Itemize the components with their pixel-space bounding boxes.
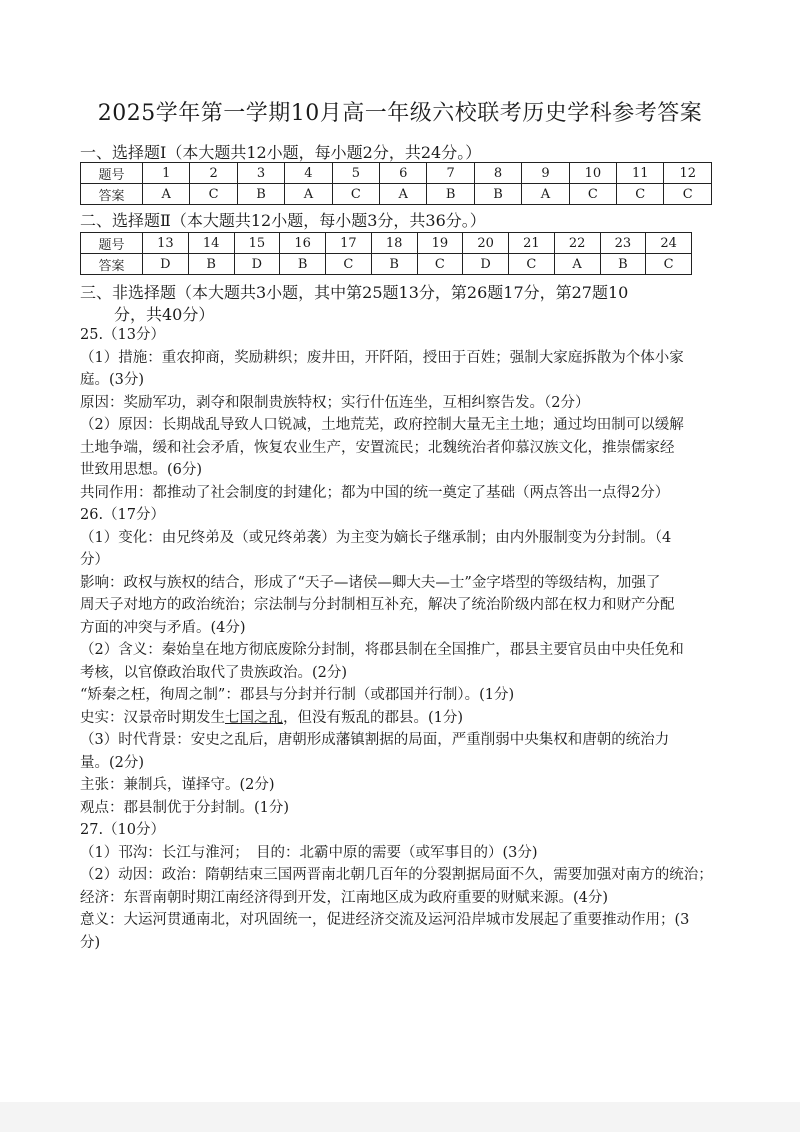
- answer-cell: C: [646, 254, 692, 275]
- answer-cell: C: [664, 184, 712, 205]
- table-row: [81, 233, 692, 254]
- question-number-cell: 16: [280, 233, 326, 254]
- document-title: 2025学年第一学期10月高一年级六校联考历史学科参考答案: [97, 101, 703, 126]
- question-number-cell: 5: [332, 163, 379, 184]
- question-number-cell: 4: [285, 163, 332, 184]
- answer-cell: D: [463, 254, 509, 275]
- row-label-answer: 答案: [81, 254, 143, 275]
- question-number-cell: 3: [237, 163, 284, 184]
- question-number-cell: 14: [188, 233, 234, 254]
- page-bottom-band: [0, 1102, 800, 1132]
- row-label-answer: 答案: [81, 184, 143, 205]
- section1-heading: 一、选择题Ⅰ（本大题共12小题，每小题2分，共24分。）: [80, 143, 482, 162]
- question-number-cell: 13: [143, 233, 189, 254]
- answer-cell: A: [143, 184, 190, 205]
- answer-cell: A: [554, 254, 600, 275]
- question-number-cell: 20: [463, 233, 509, 254]
- question-number-cell: 6: [380, 163, 427, 184]
- answer-line: 影响：政权与族权的结合，形成了“天子—诸侯—卿大夫—士”金字塔型的等级结构，加强了: [80, 574, 661, 591]
- answer-cell: B: [474, 184, 521, 205]
- answer-cell: B: [237, 184, 284, 205]
- answer-line: （1）变化：由兄终弟及（或兄终弟袭）为主变为嫡长子继承制；由内外服制变为分封制。（4: [80, 529, 672, 546]
- answer-cell: B: [371, 254, 417, 275]
- answer-cell: D: [234, 254, 280, 275]
- section3-heading-line2: 分，共40分）: [114, 305, 215, 324]
- answer-line: （2）含义：秦始皇在地方彻底废除分封制，将郡县制在全国推广，郡县主要官员由中央任免和: [80, 642, 684, 658]
- table-row: [81, 184, 712, 205]
- answer-line: 周天子对地方的政治统治；宗法制与分封制相互补充，解决了统治阶级内部在权力和财产分配: [80, 597, 675, 613]
- answer-line: 原因：奖励军功，剥夺和限制贵族特权；实行什伍连坐，互相纠察告发。（2分）: [80, 394, 590, 411]
- section2-answer-table: [80, 232, 692, 275]
- answer-line: 经济：东晋南朝时期江南经济得到开发，江南地区成为政府重要的财赋来源。(4分): [80, 889, 609, 906]
- answer-cell: C: [417, 254, 463, 275]
- answer-cell: B: [280, 254, 326, 275]
- question-number-cell: 9: [522, 163, 569, 184]
- answer-cell: A: [380, 184, 427, 205]
- answer-line: “矫秦之枉，徇周之制”：郡县与分封并行制（或郡国并行制）。(1分): [80, 687, 515, 703]
- answer-line: （1）邗沟：长江与淮河； 目的：北霸中原的需要（或军事目的）(3分): [80, 844, 538, 861]
- answer-cell: B: [427, 184, 474, 205]
- answer-line: 25.（13分）: [80, 327, 166, 343]
- answer-line: 考核，以官僚政治取代了贵族政治。(2分): [80, 664, 348, 681]
- question-number-cell: 15: [234, 233, 280, 254]
- section1-answer-table: [80, 162, 712, 205]
- answer-body: [80, 324, 720, 954]
- answer-cell: A: [285, 184, 332, 205]
- question-number-cell: 17: [326, 233, 372, 254]
- answer-line: （3）时代背景：安史之乱后，唐朝形成藩镇割据的局面，严重削弱中央集权和唐朝的统治力: [80, 732, 670, 748]
- question-number-cell: 7: [427, 163, 474, 184]
- underlined-text: 七国之乱: [225, 709, 283, 726]
- answer-cell: B: [600, 254, 646, 275]
- answer-line: 26.（17分）: [80, 507, 166, 523]
- answer-line: 分): [80, 934, 101, 951]
- answer-line: 庭。(3分): [80, 372, 145, 388]
- line-text: 史实：汉景帝时期发生: [80, 709, 225, 726]
- answer-cell: C: [617, 184, 664, 205]
- answer-cell: C: [509, 254, 555, 275]
- answer-cell: B: [188, 254, 234, 275]
- question-number-cell: 24: [646, 233, 692, 254]
- answer-line: 量。(2分): [80, 754, 145, 771]
- answer-line: 世致用思想。(6分): [80, 462, 203, 478]
- question-number-cell: 11: [617, 163, 664, 184]
- question-number-cell: 1: [143, 163, 190, 184]
- question-number-cell: 2: [190, 163, 237, 184]
- table-row: [81, 163, 712, 184]
- answer-line: 主张：兼制兵，谨择守。(2分): [80, 777, 275, 793]
- question-number-cell: 10: [569, 163, 616, 184]
- answer-cell: C: [190, 184, 237, 205]
- answer-cell: D: [143, 254, 189, 275]
- line-text: ，但没有叛乱的郡县。(1分): [283, 709, 464, 726]
- answer-line: 观点：郡县制优于分封制。(1分): [80, 799, 290, 816]
- answer-line: 意义：大运河贯通南北，对巩固统一，促进经济交流及运河沿岸城市发展起了重要推动作用；(3: [80, 912, 690, 928]
- answer-cell: C: [569, 184, 616, 205]
- answer-line: 共同作用：都推动了社会制度的封建化；都为中国的统一奠定了基础（两点答出一点得2分）: [80, 484, 670, 501]
- answer-cell: C: [332, 184, 379, 205]
- question-number-cell: 22: [554, 233, 600, 254]
- answer-cell: C: [326, 254, 372, 275]
- answer-line: 土地争端，缓和社会矛盾，恢复农业生产，安置流民；北魏统治者仰慕汉族文化，推崇儒家经: [80, 439, 675, 456]
- answer-line: （1）措施：重农抑商，奖励耕织；废井田，开阡陌，授田于百姓；强制大家庭拆散为个体小家: [80, 349, 684, 366]
- section2-heading: 二、选择题Ⅱ（本大题共12小题，每小题3分，共36分。）: [80, 211, 486, 230]
- row-label-question-number: 题号: [81, 163, 143, 184]
- question-number-cell: 19: [417, 233, 463, 254]
- answer-line: 分）: [80, 552, 109, 568]
- answer-line-historical-fact: [80, 707, 720, 730]
- answer-line: 27.（10分）: [80, 822, 166, 838]
- question-number-cell: 23: [600, 233, 646, 254]
- answer-line: （2）动因：政治：隋朝结束三国两晋南北朝几百年的分裂割据局面不久，需要加强对南方的统治；: [80, 867, 713, 883]
- answer-line: （2）原因：长期战乱导致人口锐减，土地荒芜，政府控制大量无主土地；通过均田制可以缓解: [80, 417, 684, 433]
- row-label-question-number: 题号: [81, 233, 143, 254]
- table-row: [81, 254, 692, 275]
- question-number-cell: 8: [474, 163, 521, 184]
- question-number-cell: 12: [664, 163, 712, 184]
- question-number-cell: 18: [371, 233, 417, 254]
- answer-line: 方面的冲突与矛盾。(4分): [80, 619, 246, 636]
- answer-cell: A: [522, 184, 569, 205]
- section3-heading-line1: 三、非选择题（本大题共3小题，其中第25题13分，第26题17分，第27题10: [80, 283, 629, 302]
- question-number-cell: 21: [509, 233, 555, 254]
